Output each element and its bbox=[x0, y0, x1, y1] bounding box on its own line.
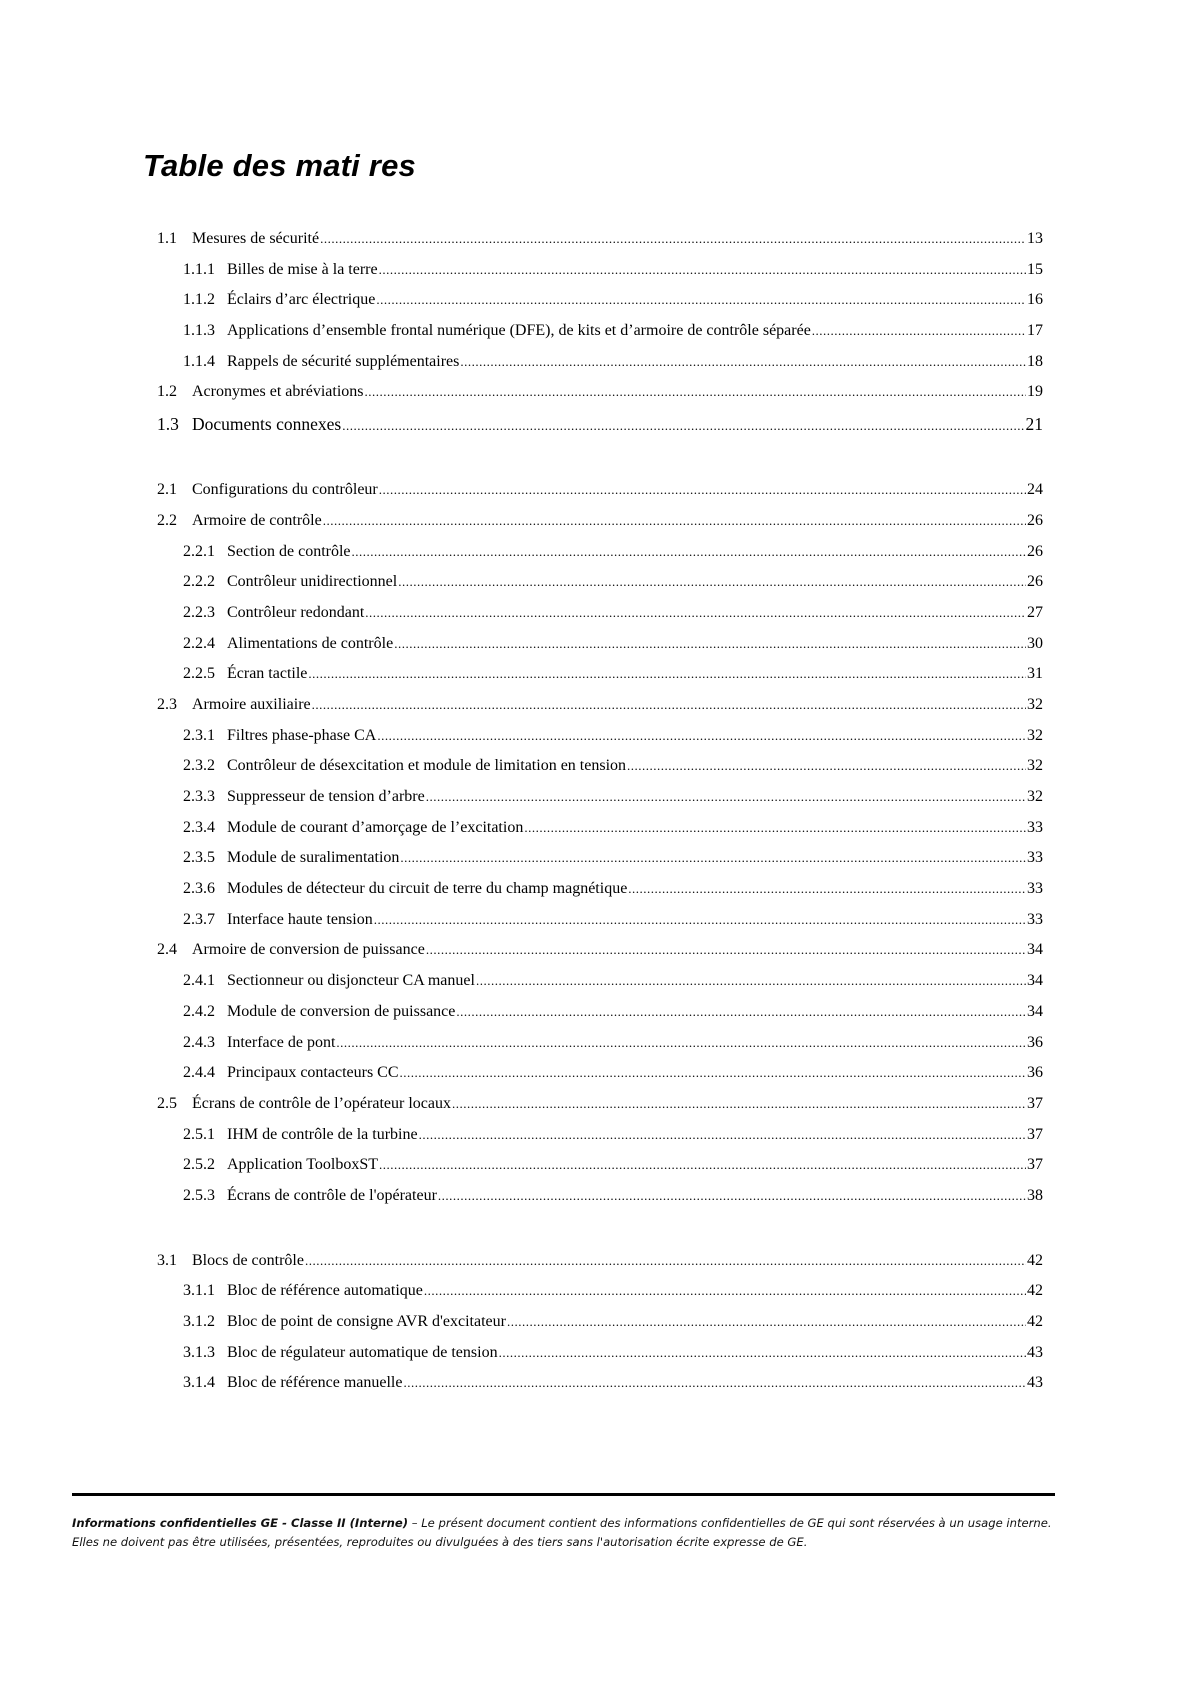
dot-leader bbox=[452, 1089, 1026, 1120]
toc-entry-number: 2.3.1 bbox=[183, 726, 215, 744]
toc-entry-page: 36 bbox=[1027, 1033, 1043, 1051]
toc-entry-page: 30 bbox=[1027, 634, 1043, 652]
toc-entry-number: 2.2.2 bbox=[183, 573, 215, 591]
toc-entry-label: Modules de détecteur du circuit de terre du champ magnétique bbox=[227, 880, 628, 898]
toc-entry-label: IHM de contrôle de la turbine bbox=[227, 1125, 418, 1143]
dot-leader bbox=[403, 1368, 1026, 1399]
confidentiality-notice bbox=[72, 1514, 1072, 1552]
toc-entry-number: 2.4.1 bbox=[183, 972, 215, 990]
toc-entry-page: 17 bbox=[1027, 322, 1043, 340]
footer-divider bbox=[72, 1493, 1055, 1496]
toc-entry-label: Module de suralimentation bbox=[227, 849, 400, 867]
toc-entry[interactable] bbox=[0, 1058, 1191, 1089]
toc-entry-label: Rappels de sécurité supplémentaires bbox=[227, 352, 460, 370]
toc-entry[interactable] bbox=[0, 997, 1191, 1028]
toc-entry[interactable] bbox=[0, 690, 1191, 721]
confidentiality-label: Informations confidentielles GE - Classe II (Interne) bbox=[72, 1516, 409, 1530]
toc-entry-number: 2.5.3 bbox=[183, 1186, 215, 1204]
toc-entry[interactable] bbox=[0, 598, 1191, 629]
toc-entry-number: 2.3 bbox=[157, 695, 177, 713]
toc-entry-number: 2.4.4 bbox=[183, 1064, 215, 1082]
toc-entry[interactable] bbox=[0, 813, 1191, 844]
toc-entry-number: 2.2.3 bbox=[183, 603, 215, 621]
toc-entry-page: 43 bbox=[1027, 1343, 1043, 1361]
toc-entry-page: 24 bbox=[1027, 481, 1043, 499]
toc-entry[interactable] bbox=[0, 721, 1191, 752]
toc-entry-number: 2.1 bbox=[157, 481, 177, 499]
toc-group bbox=[0, 1246, 1191, 1399]
dot-leader bbox=[499, 1338, 1026, 1369]
dot-leader bbox=[377, 721, 1026, 752]
toc-entry-page: 36 bbox=[1027, 1064, 1043, 1082]
toc-entry-label: Blocs de contrôle bbox=[192, 1251, 304, 1269]
toc-entry-page: 37 bbox=[1027, 1094, 1043, 1112]
dot-leader bbox=[476, 966, 1026, 997]
toc-entry-label: Application ToolboxST bbox=[227, 1156, 379, 1174]
page-title: Table des mati res bbox=[143, 148, 416, 183]
dot-leader bbox=[812, 316, 1026, 347]
toc-entry-label: Section de contrôle bbox=[227, 542, 351, 560]
table-of-contents bbox=[0, 224, 1191, 1433]
toc-entry[interactable] bbox=[0, 1181, 1191, 1212]
toc-entry-number: 2.4 bbox=[157, 941, 177, 959]
toc-entry-label: Armoire de conversion de puissance bbox=[192, 941, 425, 959]
dot-leader bbox=[628, 874, 1026, 905]
dot-leader bbox=[426, 935, 1026, 966]
toc-entry[interactable] bbox=[0, 1246, 1191, 1277]
toc-entry-number: 2.2.1 bbox=[183, 542, 215, 560]
toc-entry[interactable] bbox=[0, 475, 1191, 506]
toc-entry-page: 19 bbox=[1027, 383, 1043, 401]
toc-entry[interactable] bbox=[0, 285, 1191, 316]
toc-entry-number: 2.4.2 bbox=[183, 1002, 215, 1020]
toc-entry-number: 3.1.4 bbox=[183, 1374, 215, 1392]
toc-entry-page: 33 bbox=[1027, 818, 1043, 836]
dot-leader bbox=[352, 537, 1026, 568]
dot-leader bbox=[365, 377, 1027, 408]
toc-entry[interactable] bbox=[0, 1028, 1191, 1059]
toc-entry-number: 2.4.3 bbox=[183, 1033, 215, 1051]
toc-entry[interactable] bbox=[0, 255, 1191, 286]
toc-group bbox=[0, 224, 1191, 441]
toc-entry[interactable] bbox=[0, 935, 1191, 966]
toc-entry-label: Bloc de référence automatique bbox=[227, 1282, 423, 1300]
toc-entry[interactable] bbox=[0, 316, 1191, 347]
toc-entry[interactable] bbox=[0, 1120, 1191, 1151]
toc-entry-number: 1.1 bbox=[157, 230, 177, 247]
toc-entry-label: Filtres phase-phase CA bbox=[227, 726, 377, 744]
toc-entry[interactable] bbox=[0, 905, 1191, 936]
toc-entry-number: 3.1.3 bbox=[183, 1343, 215, 1361]
toc-entry-number: 3.1.1 bbox=[183, 1282, 215, 1300]
toc-entry[interactable] bbox=[0, 782, 1191, 813]
toc-entry-number: 3.1 bbox=[157, 1251, 177, 1269]
toc-entry-page: 26 bbox=[1027, 542, 1043, 560]
toc-entry-number: 1.2 bbox=[157, 383, 177, 401]
dot-leader bbox=[379, 255, 1026, 286]
toc-entry-number: 3.1.2 bbox=[183, 1313, 215, 1330]
toc-entry-page: 32 bbox=[1027, 757, 1043, 775]
toc-entry-page: 42 bbox=[1027, 1313, 1043, 1330]
toc-entry-number: 2.3.4 bbox=[183, 818, 215, 836]
toc-entry-page: 31 bbox=[1027, 665, 1043, 683]
toc-entry[interactable] bbox=[0, 506, 1191, 537]
toc-entry-number: 1.1.4 bbox=[183, 352, 215, 370]
toc-entry[interactable] bbox=[0, 1089, 1191, 1120]
toc-entry-number: 1.1.3 bbox=[183, 322, 215, 340]
dot-leader bbox=[456, 997, 1026, 1028]
toc-entry[interactable] bbox=[0, 629, 1191, 660]
dot-leader bbox=[398, 567, 1026, 598]
toc-entry-label: Configurations du contrôleur bbox=[192, 481, 378, 499]
dot-leader bbox=[342, 408, 1024, 442]
toc-entry[interactable] bbox=[0, 1338, 1191, 1369]
dot-leader bbox=[374, 905, 1026, 936]
toc-entry-page: 26 bbox=[1027, 511, 1043, 529]
toc-entry-number: 2.3.2 bbox=[183, 757, 215, 775]
toc-entry-page: 34 bbox=[1027, 941, 1043, 959]
toc-entry-number: 2.3.5 bbox=[183, 849, 215, 867]
toc-entry-label: Interface haute tension bbox=[227, 910, 373, 928]
toc-entry-page: 18 bbox=[1027, 352, 1043, 370]
toc-entry-page: 33 bbox=[1027, 910, 1043, 928]
toc-entry-page: 32 bbox=[1027, 695, 1043, 713]
dot-leader bbox=[305, 1246, 1026, 1277]
toc-entry-label: Armoire auxiliaire bbox=[192, 695, 311, 713]
toc-entry-label: Sectionneur ou disjoncteur CA manuel bbox=[227, 972, 475, 990]
toc-entry-page: 38 bbox=[1027, 1186, 1043, 1204]
toc-entry-page: 27 bbox=[1027, 603, 1043, 621]
toc-entry-page: 42 bbox=[1027, 1251, 1043, 1269]
toc-entry-page: 37 bbox=[1027, 1125, 1043, 1143]
toc-entry-number: 2.2.5 bbox=[183, 665, 215, 683]
toc-entry-label: Applications d’ensemble frontal numérique (DFE), de kits et d’armoire de contrôle séparée bbox=[227, 322, 811, 340]
toc-entry-label: Écrans de contrôle de l'opérateur bbox=[227, 1186, 437, 1204]
toc-entry-page: 33 bbox=[1027, 849, 1043, 867]
confidentiality-text: – Le présent document contient des informations confidentielles de GE qui sont réservées à un usage interne. Elles ne doivent pas être utilisées, présentées, reproduites ou divulguées à des tiers sans l'autorisation écrite expresse de GE. bbox=[72, 1516, 1052, 1549]
toc-entry-page: 26 bbox=[1027, 573, 1043, 591]
dot-leader bbox=[507, 1307, 1026, 1338]
dot-leader bbox=[394, 629, 1026, 660]
toc-entry-label: Module de conversion de puissance bbox=[227, 1002, 456, 1020]
dot-leader bbox=[308, 659, 1026, 690]
toc-entry[interactable] bbox=[0, 1150, 1191, 1181]
toc-entry-page: 32 bbox=[1027, 726, 1043, 744]
toc-entry-page: 43 bbox=[1027, 1374, 1043, 1392]
toc-entry-label: Documents connexes bbox=[192, 414, 342, 435]
toc-entry-page: 13 bbox=[1027, 230, 1043, 247]
dot-leader bbox=[438, 1181, 1026, 1212]
dot-leader bbox=[312, 690, 1026, 721]
toc-entry-number: 2.5.2 bbox=[183, 1156, 215, 1174]
dot-leader bbox=[336, 1028, 1026, 1059]
toc-entry-number: 2.5.1 bbox=[183, 1125, 215, 1143]
toc-entry[interactable] bbox=[0, 567, 1191, 598]
toc-entry-label: Bloc de régulateur automatique de tension bbox=[227, 1343, 498, 1361]
dot-leader bbox=[426, 782, 1026, 813]
dot-leader bbox=[419, 1120, 1026, 1151]
toc-entry-page: 21 bbox=[1025, 414, 1043, 435]
toc-entry-number: 2.2.4 bbox=[183, 634, 215, 652]
toc-entry-page: 15 bbox=[1027, 260, 1043, 278]
dot-leader bbox=[400, 843, 1026, 874]
toc-entry-label: Alimentations de contrôle bbox=[227, 634, 394, 652]
toc-entry[interactable] bbox=[0, 966, 1191, 997]
toc-entry-number: 2.3.7 bbox=[183, 910, 215, 928]
toc-entry-page: 37 bbox=[1027, 1156, 1043, 1174]
toc-entry[interactable] bbox=[0, 377, 1191, 408]
dot-leader bbox=[400, 1058, 1026, 1089]
toc-entry[interactable] bbox=[0, 408, 1191, 441]
toc-entry-label: Armoire de contrôle bbox=[192, 511, 322, 529]
toc-entry-page: 42 bbox=[1027, 1282, 1043, 1300]
toc-entry-label: Suppresseur de tension d’arbre bbox=[227, 788, 425, 805]
dot-leader bbox=[524, 813, 1026, 844]
toc-entry-label: Interface de pont bbox=[227, 1033, 336, 1051]
toc-entry[interactable] bbox=[0, 1276, 1191, 1307]
toc-group bbox=[0, 475, 1191, 1212]
dot-leader bbox=[627, 751, 1026, 782]
toc-entry[interactable] bbox=[0, 224, 1191, 255]
toc-entry-page: 33 bbox=[1027, 880, 1043, 898]
toc-entry-page: 34 bbox=[1027, 1002, 1043, 1020]
toc-entry-label: Principaux contacteurs CC bbox=[227, 1064, 399, 1082]
toc-entry-label: Module de courant d’amorçage de l’excitation bbox=[227, 818, 524, 836]
toc-entry[interactable] bbox=[0, 1368, 1191, 1399]
toc-entry[interactable] bbox=[0, 659, 1191, 690]
toc-entry-label: Contrôleur de désexcitation et module de limitation en tension bbox=[227, 757, 627, 775]
toc-entry[interactable] bbox=[0, 751, 1191, 782]
toc-entry-label: Contrôleur redondant bbox=[227, 603, 365, 621]
toc-entry-label: Mesures de sécurité bbox=[192, 230, 320, 247]
toc-entry-page: 16 bbox=[1027, 291, 1043, 309]
toc-entry-number: 1.3 bbox=[157, 414, 179, 435]
toc-entry-number: 2.3.3 bbox=[183, 788, 215, 805]
dot-leader bbox=[379, 1150, 1026, 1181]
toc-entry-label: Contrôleur unidirectionnel bbox=[227, 573, 398, 591]
dot-leader bbox=[460, 347, 1026, 378]
toc-entry-label: Bloc de point de consigne AVR d'excitateur bbox=[227, 1313, 506, 1330]
toc-entry[interactable] bbox=[0, 1307, 1191, 1338]
toc-entry-label: Écran tactile bbox=[227, 665, 308, 683]
toc-entry[interactable] bbox=[0, 843, 1191, 874]
dot-leader bbox=[365, 598, 1026, 629]
toc-entry[interactable] bbox=[0, 347, 1191, 378]
toc-entry-number: 1.1.1 bbox=[183, 260, 215, 278]
toc-entry-label: Bloc de référence manuelle bbox=[227, 1374, 403, 1392]
toc-entry-page: 32 bbox=[1027, 788, 1043, 805]
dot-leader bbox=[376, 285, 1026, 316]
toc-entry-label: Acronymes et abréviations bbox=[192, 383, 364, 401]
toc-entry-number: 2.3.6 bbox=[183, 880, 215, 898]
toc-entry-label: Éclairs d’arc électrique bbox=[227, 291, 376, 309]
dot-leader bbox=[424, 1276, 1026, 1307]
toc-entry-number: 1.1.2 bbox=[183, 291, 215, 309]
toc-entry-number: 2.5 bbox=[157, 1094, 177, 1112]
toc-entry[interactable] bbox=[0, 537, 1191, 568]
toc-entry-number: 2.2 bbox=[157, 511, 177, 529]
toc-entry-label: Écrans de contrôle de l’opérateur locaux bbox=[192, 1094, 451, 1112]
dot-leader bbox=[379, 475, 1026, 506]
toc-entry[interactable] bbox=[0, 874, 1191, 905]
dot-leader bbox=[320, 224, 1026, 255]
dot-leader bbox=[323, 506, 1026, 537]
toc-entry-page: 34 bbox=[1027, 972, 1043, 990]
toc-entry-label: Billes de mise à la terre bbox=[227, 260, 378, 278]
